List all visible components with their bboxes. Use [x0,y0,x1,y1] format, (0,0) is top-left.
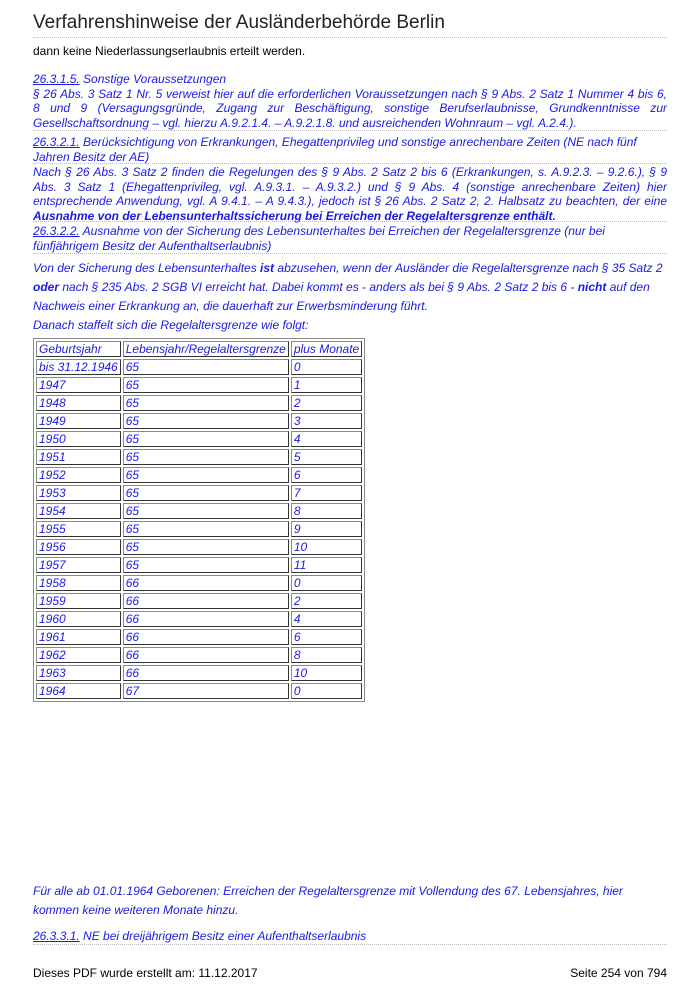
table-row [36,647,362,663]
cell-geburtsjahr: 1962 [36,647,121,663]
divider [33,37,667,38]
divider [33,130,667,131]
cell-plus-monate: 4 [291,611,362,627]
cell-geburtsjahr: 1959 [36,593,121,609]
header-plus-monate: plus Monate [291,341,362,357]
cell-geburtsjahr: 1950 [36,431,121,447]
footer-created: Dieses PDF wurde erstellt am: 11.12.2017 [33,966,258,980]
section-heading [33,72,667,87]
table-row [36,665,362,681]
para-text: abzusehen, wenn der Ausländer die Regelaltersgrenze nach § 35 Satz 2 [274,261,663,275]
section-number-link[interactable]: 26.3.2.2. [33,224,80,238]
cell-geburtsjahr: 1953 [36,485,121,501]
document-title: Verfahrenshinweise der Ausländerbehörde Berlin [33,12,445,33]
para-emphasis: oder [33,280,60,294]
table-row [36,467,362,483]
cell-plus-monate: 8 [291,647,362,663]
section-body: § 26 Abs. 3 Satz 1 Nr. 5 verweist hier auf die erforderlichen Voraussetzungen nach § 9 Abs. 2 Satz 1 Nummer 4 bis 6, 8 und 9 (Versagungsgründe, Zugang zur Beschäftigung, sonstige Berufserlaubnisse, Grundkenntnisse zur Gesellschaftsordnung – vgl. hierzu A.9.2.1.4. – A.9.2.1.8. und ausreichenden Wohnraum – vgl. A.2.4.). [33,86,667,130]
cell-geburtsjahr: 1947 [36,377,121,393]
cell-lebensjahr: 67 [123,683,289,699]
divider [33,221,667,222]
table-row [36,521,362,537]
table-row [36,377,362,393]
para-text: Von der Sicherung des Lebensunterhaltes [33,261,261,275]
closing-text: Für alle ab 01.01.1964 Geborenen: Erreichen der Regelaltersgrenze mit Vollendung des 67. Lebensjahres, hier kommen keine weiteren Monate hinzu. [33,884,623,917]
section-body-emphasis: Ausnahme von der Lebensunterhaltssicherung bei Erreichen der Regelaltersgrenze enthält. [33,208,556,223]
cell-plus-monate: 10 [291,665,362,681]
cell-plus-monate: 0 [291,359,362,375]
header-lebensjahr: Lebensjahr/Regelaltersgrenze [123,341,289,357]
section-body [33,165,667,223]
cell-plus-monate: 2 [291,593,362,609]
cell-plus-monate: 11 [291,557,362,573]
section-number-link[interactable]: 26.3.2.1. [33,135,80,149]
regelaltersgrenze-table [33,338,365,702]
cell-lebensjahr: 65 [123,557,289,573]
cell-geburtsjahr: 1956 [36,539,121,555]
section-number-link[interactable]: 26.3.1.5. [33,72,80,86]
cell-plus-monate: 6 [291,629,362,645]
cell-plus-monate: 2 [291,395,362,411]
section-26-3-3-1 [33,929,667,944]
table-row [36,413,362,429]
cell-lebensjahr: 65 [123,413,289,429]
cell-lebensjahr: 66 [123,611,289,627]
para-emphasis: ist [260,261,275,275]
section-body-text: Nach § 26 Abs. 3 Satz 2 finden die Regelungen des § 9 Abs. 2 Satz 2 bis 6 (Erkrankungen, s. A.9.2.3. – 9.2.6.), § 9 Abs. 3 Satz 1 (Ehegattenprivileg, vgl. A.9.3.1. – A.9.3.2.) und § 9 Abs. 4 (sonstige anrechenbare Zeiten) hier entsprechende Anwendung, vgl. A 9.4.1. – A 9.4.3.), jedoch ist § 26 Abs. 2 Satz 2, 2. Halbsatz zu beachten, der eine [33,165,667,208]
table-row [36,359,362,375]
table-header-row [36,341,362,357]
cell-plus-monate: 0 [291,575,362,591]
cell-plus-monate: 10 [291,539,362,555]
cell-lebensjahr: 65 [123,521,289,537]
section-heading [33,135,667,164]
cell-lebensjahr: 65 [123,467,289,483]
section-title: NE bei dreijährigem Besitz einer Aufenthaltserlaubnis [79,929,367,943]
cell-lebensjahr: 65 [123,449,289,465]
para-text: nach § 235 Abs. 2 SGB VI erreicht hat. Dabei kommt es - anders als bei § 9 Abs. 2 Satz 2 bis 6 - [59,280,578,294]
cell-geburtsjahr: 1952 [36,467,121,483]
cell-geburtsjahr: 1961 [36,629,121,645]
cell-lebensjahr: 65 [123,359,289,375]
section-title: Ausnahme von der Sicherung des Lebensunterhaltes bei Erreichen der Regelaltersgrenze (nur bei fünfjährigem Besitz der Aufenthaltserlaubnis) [33,224,605,253]
cell-geburtsjahr: 1955 [36,521,121,537]
cell-plus-monate: 0 [291,683,362,699]
cell-geburtsjahr: 1954 [36,503,121,519]
header-geburtsjahr: Geburtsjahr [36,341,121,357]
section-26-3-2-2 [33,224,667,253]
cell-geburtsjahr: 1951 [36,449,121,465]
cell-geburtsjahr: 1964 [36,683,121,699]
table-row [36,557,362,573]
section-26-3-1-5 [33,72,667,130]
divider [33,944,667,945]
table-row [36,629,362,645]
table-row [36,611,362,627]
cell-plus-monate: 4 [291,431,362,447]
table-row [36,395,362,411]
cell-lebensjahr: 65 [123,503,289,519]
cell-geburtsjahr: 1948 [36,395,121,411]
table-row [36,449,362,465]
cell-lebensjahr: 66 [123,629,289,645]
cell-plus-monate: 3 [291,413,362,429]
divider [33,163,667,164]
table-row [36,575,362,591]
cell-lebensjahr: 65 [123,431,289,447]
section-26-3-2-1 [33,135,667,164]
cell-lebensjahr: 65 [123,485,289,501]
cell-plus-monate: 1 [291,377,362,393]
cell-plus-monate: 7 [291,485,362,501]
cell-geburtsjahr: bis 31.12.1946 [36,359,121,375]
cell-geburtsjahr: 1957 [36,557,121,573]
cell-lebensjahr: 65 [123,539,289,555]
table-row [36,539,362,555]
intro-text: dann keine Niederlassungserlaubnis erteilt werden. [33,44,306,58]
paragraph-lebensunterhalt [33,259,667,316]
cell-plus-monate: 9 [291,521,362,537]
cell-plus-monate: 8 [291,503,362,519]
footer-page-number: Seite 254 von 794 [570,966,667,980]
cell-lebensjahr: 65 [123,377,289,393]
section-heading [33,224,667,253]
cell-plus-monate: 5 [291,449,362,465]
cell-lebensjahr: 66 [123,647,289,663]
cell-lebensjahr: 65 [123,395,289,411]
cell-geburtsjahr: 1949 [36,413,121,429]
table-row [36,593,362,609]
cell-lebensjahr: 66 [123,665,289,681]
divider [33,253,667,254]
para-emphasis: nicht [577,280,607,294]
cell-geburtsjahr: 1963 [36,665,121,681]
table-row [36,431,362,447]
cell-geburtsjahr: 1958 [36,575,121,591]
table-row [36,683,362,699]
staffel-text: Danach staffelt sich die Regelaltersgrenze wie folgt: [33,318,309,332]
table-row [36,485,362,501]
section-title: Berücksichtigung von Erkrankungen, Ehegattenprivileg und sonstige anrechenbare Zeiten (NE nach fünf Jahren Besitz der AE) [33,135,637,164]
table-row [36,503,362,519]
cell-geburtsjahr: 1960 [36,611,121,627]
cell-lebensjahr: 66 [123,593,289,609]
para-text: auf den Nachweis einer Erkrankung an, die dauerhaft zur Erwerbsminderung führt. [33,280,650,313]
cell-plus-monate: 6 [291,467,362,483]
section-title: Sonstige Voraussetzungen [79,72,227,86]
section-number-link[interactable]: 26.3.3.1. [33,929,80,943]
cell-lebensjahr: 66 [123,575,289,591]
